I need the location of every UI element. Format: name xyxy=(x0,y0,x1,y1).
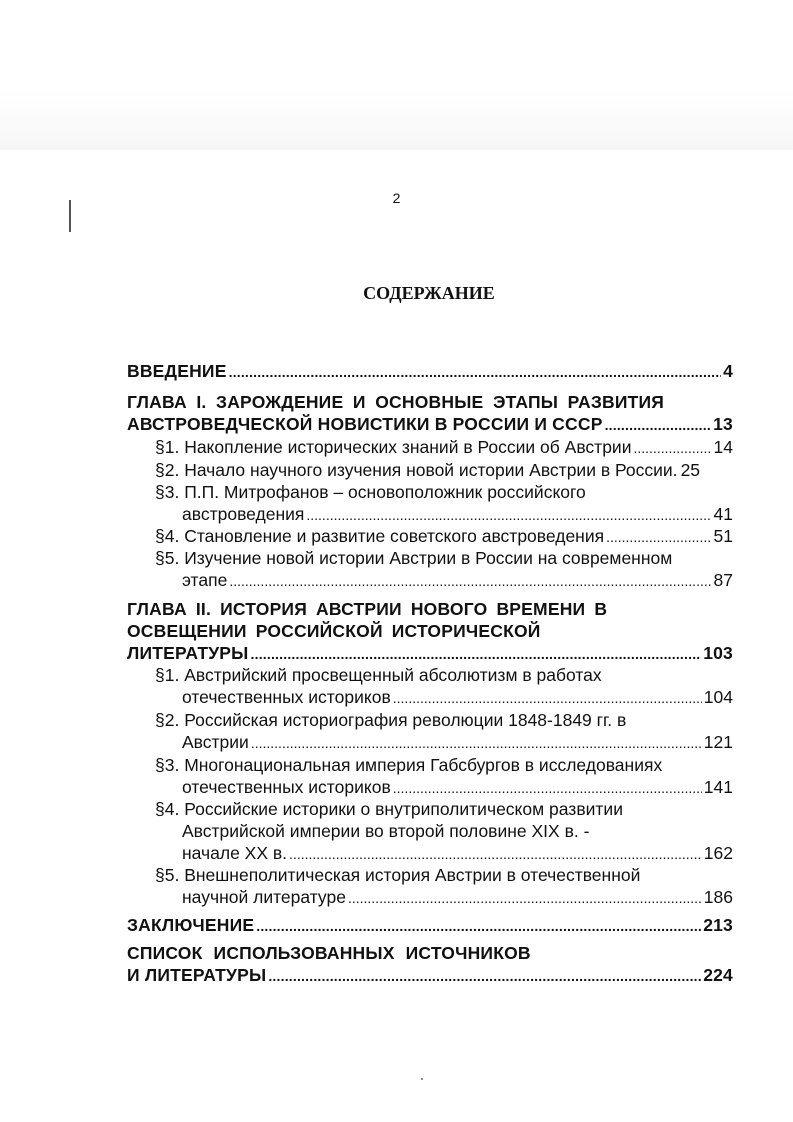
ch2-section-1-title-line-1: §1. Австрийский просвещенный абсолютизм в работах xyxy=(155,665,602,685)
scan-speck xyxy=(421,1078,423,1080)
dot-leader xyxy=(633,437,711,459)
toc-entry-label: АВСТРОВЕДЧЕСКОЙ НОВИСТИКИ В РОССИИ И СССР xyxy=(127,414,603,434)
toc-entry-label: начале XX в. xyxy=(182,843,288,863)
chapter-1-title-line-1: ГЛАВА I. ЗАРОЖДЕНИЕ И ОСНОВНЫЕ ЭТАПЫ РАЗВИТИЯ xyxy=(127,392,665,412)
toc-entry-page: 186 xyxy=(703,887,733,907)
toc-entry-ch2-section-4[interactable] xyxy=(182,842,733,865)
toc-entry-page: 104 xyxy=(703,687,733,707)
toc-entry-page: 51 xyxy=(713,526,733,546)
dot-leader xyxy=(393,687,702,709)
toc-entry-page: 121 xyxy=(703,732,733,752)
toc-entry-label: научной литературе xyxy=(182,887,346,907)
dot-leader xyxy=(229,361,721,383)
toc-entry-ch2-section-2[interactable] xyxy=(182,731,733,754)
dot-leader xyxy=(268,965,701,987)
toc-entry-page: 41 xyxy=(713,504,733,524)
toc-entry-label: отечественных историков xyxy=(182,687,391,707)
dot-leader xyxy=(251,732,702,754)
toc-entry-conclusion[interactable] xyxy=(127,914,733,937)
toc-entry-page: 103 xyxy=(703,643,733,663)
ch2-section-4-title-line-2: Австрийской империи во второй половине XIX в. - xyxy=(182,821,590,841)
ch2-section-2-title-line-1: §2. Российская историография революции 1848-1849 гг. в xyxy=(155,710,627,730)
toc-entry-sources[interactable] xyxy=(127,964,733,987)
ch1-section-5-title-line-1: §5. Изучение новой истории Австрии в России на современном xyxy=(155,548,673,568)
toc-entry-label: отечественных историков xyxy=(182,777,391,797)
toc-entry-page: 224 xyxy=(703,965,733,985)
toc-entry-page: 87 xyxy=(713,570,733,590)
toc-entry-introduction[interactable] xyxy=(127,360,733,383)
ch2-section-4-title-line-1: §4. Российские историки о внутриполитическом развитии xyxy=(155,799,623,819)
toc-entry-label: австроведения xyxy=(182,504,305,524)
toc-entry-label: И ЛИТЕРАТУРЫ xyxy=(127,965,267,985)
toc-entry-label: ВВЕДЕНИЕ xyxy=(127,361,227,381)
toc-entry-ch1-section-5[interactable] xyxy=(182,569,733,592)
dot-leader xyxy=(605,414,712,436)
toc-entry-label: ЛИТЕРАТУРЫ xyxy=(127,643,249,663)
toc-entry-label: §2. Начало научного изучения новой истории Австрии в России. xyxy=(155,460,678,480)
sources-title-line-1: СПИСОК ИСПОЛЬЗОВАННЫХ ИСТОЧНИКОВ xyxy=(127,943,531,963)
toc-entry-ch2-section-5[interactable] xyxy=(182,886,733,909)
toc-entry-ch1-section-1[interactable] xyxy=(155,436,733,459)
dot-leader xyxy=(256,915,701,937)
dot-leader xyxy=(289,843,702,865)
toc-entry-label: §1. Накопление исторических знаний в России об Австрии xyxy=(155,437,632,457)
toc-entry-label: этапе xyxy=(182,570,228,590)
toc-title: СОДЕРЖАНИЕ xyxy=(363,283,495,303)
toc-entry-chapter-2[interactable] xyxy=(127,642,733,665)
toc-entry-label: §4. Становление и развитие советского австроведения xyxy=(155,526,605,546)
toc-entry-ch1-section-3[interactable] xyxy=(182,503,733,526)
toc-entry-label: Австрии xyxy=(182,732,249,752)
dot-leader xyxy=(348,887,702,909)
toc-entry-label: ЗАКЛЮЧЕНИЕ xyxy=(127,915,255,935)
toc-entry-page: 213 xyxy=(703,915,733,935)
toc-entry-ch1-section-2[interactable] xyxy=(155,459,733,481)
ch1-section-3-title-line-1: §3. П.П. Митрофанов – основоположник российского xyxy=(155,482,586,502)
toc-entry-page: 14 xyxy=(713,437,733,457)
ch2-section-5-title-line-1: §5. Внешнеполитическая история Австрии в отечественной xyxy=(155,865,641,885)
dot-leader xyxy=(393,777,702,799)
dot-leader xyxy=(306,504,711,526)
dot-leader xyxy=(229,570,711,592)
toc-entry-ch2-section-3[interactable] xyxy=(182,776,733,799)
page-number: 2 xyxy=(392,190,401,206)
toc-entry-page: 25 xyxy=(680,460,701,480)
ch2-section-3-title-line-1: §3. Многонациональная империя Габсбургов в исследованиях xyxy=(155,755,663,775)
toc-entry-page: 4 xyxy=(723,361,733,381)
toc-entry-chapter-1[interactable] xyxy=(127,413,733,436)
toc-entry-page: 141 xyxy=(703,777,733,797)
chapter-2-title-line-2: ОСВЕЩЕНИИ РОССИЙСКОЙ ИСТОРИЧЕСКОЙ xyxy=(127,621,541,641)
toc-entry-page: 13 xyxy=(713,414,733,434)
chapter-2-title-line-1: ГЛАВА II. ИСТОРИЯ АВСТРИИ НОВОГО ВРЕМЕНИ В xyxy=(127,599,608,619)
dot-leader xyxy=(251,643,702,665)
toc-entry-ch1-section-4[interactable] xyxy=(155,525,733,548)
toc-entry-page: 162 xyxy=(703,843,733,863)
toc-entry-ch2-section-1[interactable] xyxy=(182,686,733,709)
dot-leader xyxy=(606,526,711,548)
scan-top-shade xyxy=(0,0,793,150)
